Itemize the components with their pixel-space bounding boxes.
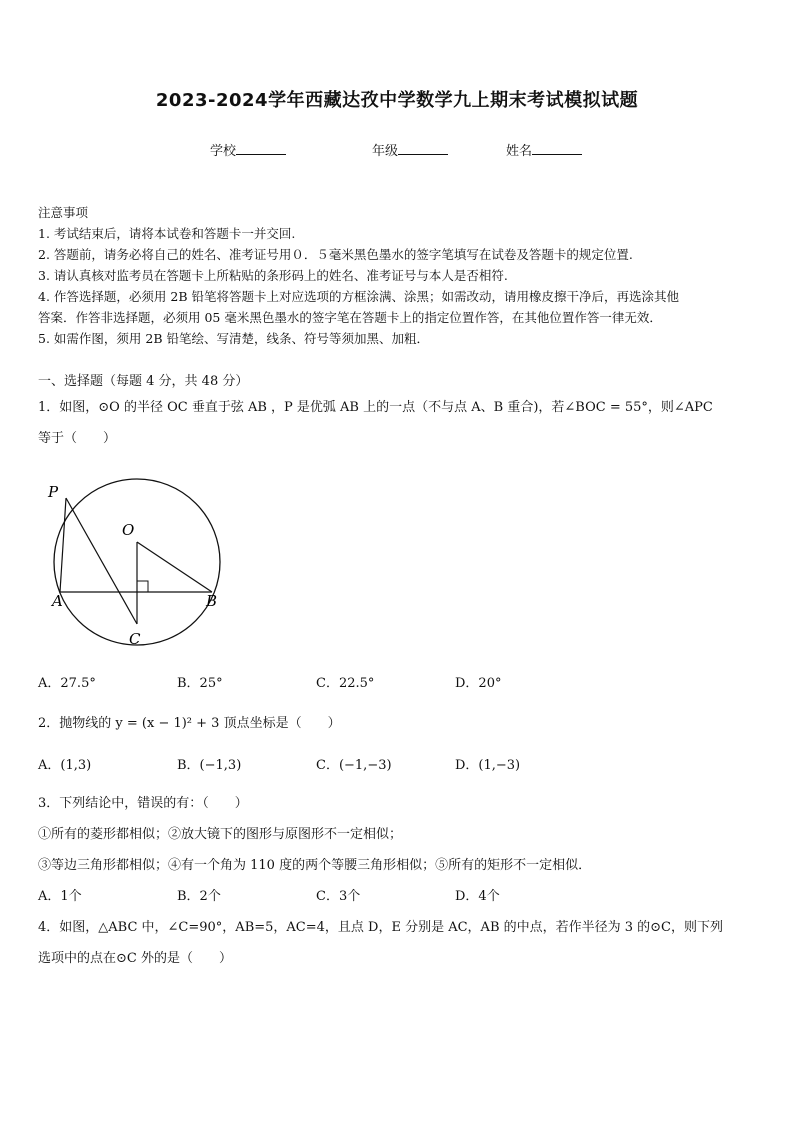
grade-blank (398, 142, 448, 155)
segment-pc (66, 498, 137, 624)
section-heading: 一、选择题（每题 4 分，共 48 分） (38, 374, 249, 389)
segment-pa (60, 498, 66, 592)
right-angle-mark (137, 581, 148, 592)
question-3-option-c: C．3个 (316, 889, 361, 904)
notice-item: 4. 作答选择题，必须用 2B 铅笔将答题卡上对应选项的方框涂满、涂黑；如需改动，请用橡皮擦干净后，再选涂其他 (38, 289, 679, 304)
label-o: O (122, 521, 135, 539)
label-c: C (129, 630, 141, 648)
question-1-figure (40, 474, 230, 654)
notice-item: 答案．作答非选择题，必须用 05 毫米黑色墨水的签字笔在答题卡上的指定位置作答，在其他位置作答一律无效． (38, 310, 662, 325)
label-b: B (206, 592, 218, 610)
question-1-option-d: D．20° (455, 676, 502, 691)
school-label: 学校 (210, 144, 237, 159)
question-3-option-d: D．4个 (455, 889, 500, 904)
notice-heading: 注意事项 (38, 205, 89, 220)
grade-label: 年级 (372, 144, 399, 159)
notice-item: 5. 如需作图，须用 2B 铅笔绘、写清楚，线条、符号等须加黑、加粗． (38, 331, 429, 346)
name-blank (532, 142, 582, 155)
question-2-option-c: C．(−1,−3) (316, 758, 392, 773)
question-2-stem: 2．抛物线的 y = (x − 1)² + 3 顶点坐标是（ ） (38, 716, 341, 731)
question-1-option-b: B．25° (177, 676, 223, 691)
question-3-option-a: A．1个 (38, 889, 82, 904)
grade-field (372, 140, 448, 159)
name-label: 姓名 (506, 144, 533, 159)
question-1-stem: 1．如图，⊙O 的半径 OC 垂直于弦 AB ，P 是优弧 AB 上的一点（不与点 A、B 重合)，若∠BOC = 55°，则∠APC (38, 400, 713, 415)
question-4-stem: 4．如图，△ABC 中，∠C=90°，AB=5，AC=4，且点 D，E 分别是 AC，AB 的中点，若作半径为 3 的⊙C，则下列 (38, 920, 724, 935)
label-p: P (48, 483, 59, 501)
question-1-stem-cont: 等于（ ） (38, 431, 117, 446)
notice-item: 1. 考试结束后，请将本试卷和答题卡一并交回. (38, 226, 296, 241)
question-4-stem-cont: 选项中的点在⊙C 外的是（ ） (38, 951, 232, 966)
notice-item: 2. 答题前，请务必将自己的姓名、准考证号用０．５毫米黑色墨水的签字笔填写在试卷及答题卡的规定位置. (38, 247, 633, 262)
question-1-option-a: A．27.5° (38, 676, 96, 691)
school-field (210, 140, 286, 159)
question-2-option-d: D．(1,−3) (455, 758, 521, 773)
label-a: A (52, 592, 63, 610)
question-3-statements-1: ①所有的菱形都相似；②放大镜下的图形与原图形不一定相似； (38, 827, 403, 842)
name-field (506, 140, 582, 159)
question-3-stem: 3．下列结论中，错误的有：（ ） (38, 796, 248, 811)
question-2-option-a: A．(1,3) (38, 758, 92, 773)
page-title: 2023-2024学年西藏达孜中学数学九上期末考试模拟试题 (155, 90, 639, 111)
school-blank (236, 142, 286, 155)
question-1-option-c: C．22.5° (316, 676, 375, 691)
question-3-option-b: B．2个 (177, 889, 221, 904)
question-2-option-b: B．(−1,3) (177, 758, 242, 773)
question-3-statements-2: ③等边三角形都相似；④有一个角为 110 度的两个等腰三角形相似；⑤所有的矩形不一定相似． (38, 858, 592, 873)
notice-item: 3. 请认真核对监考员在答题卡上所粘贴的条形码上的姓名、准考证号与本人是否相符. (38, 268, 508, 283)
